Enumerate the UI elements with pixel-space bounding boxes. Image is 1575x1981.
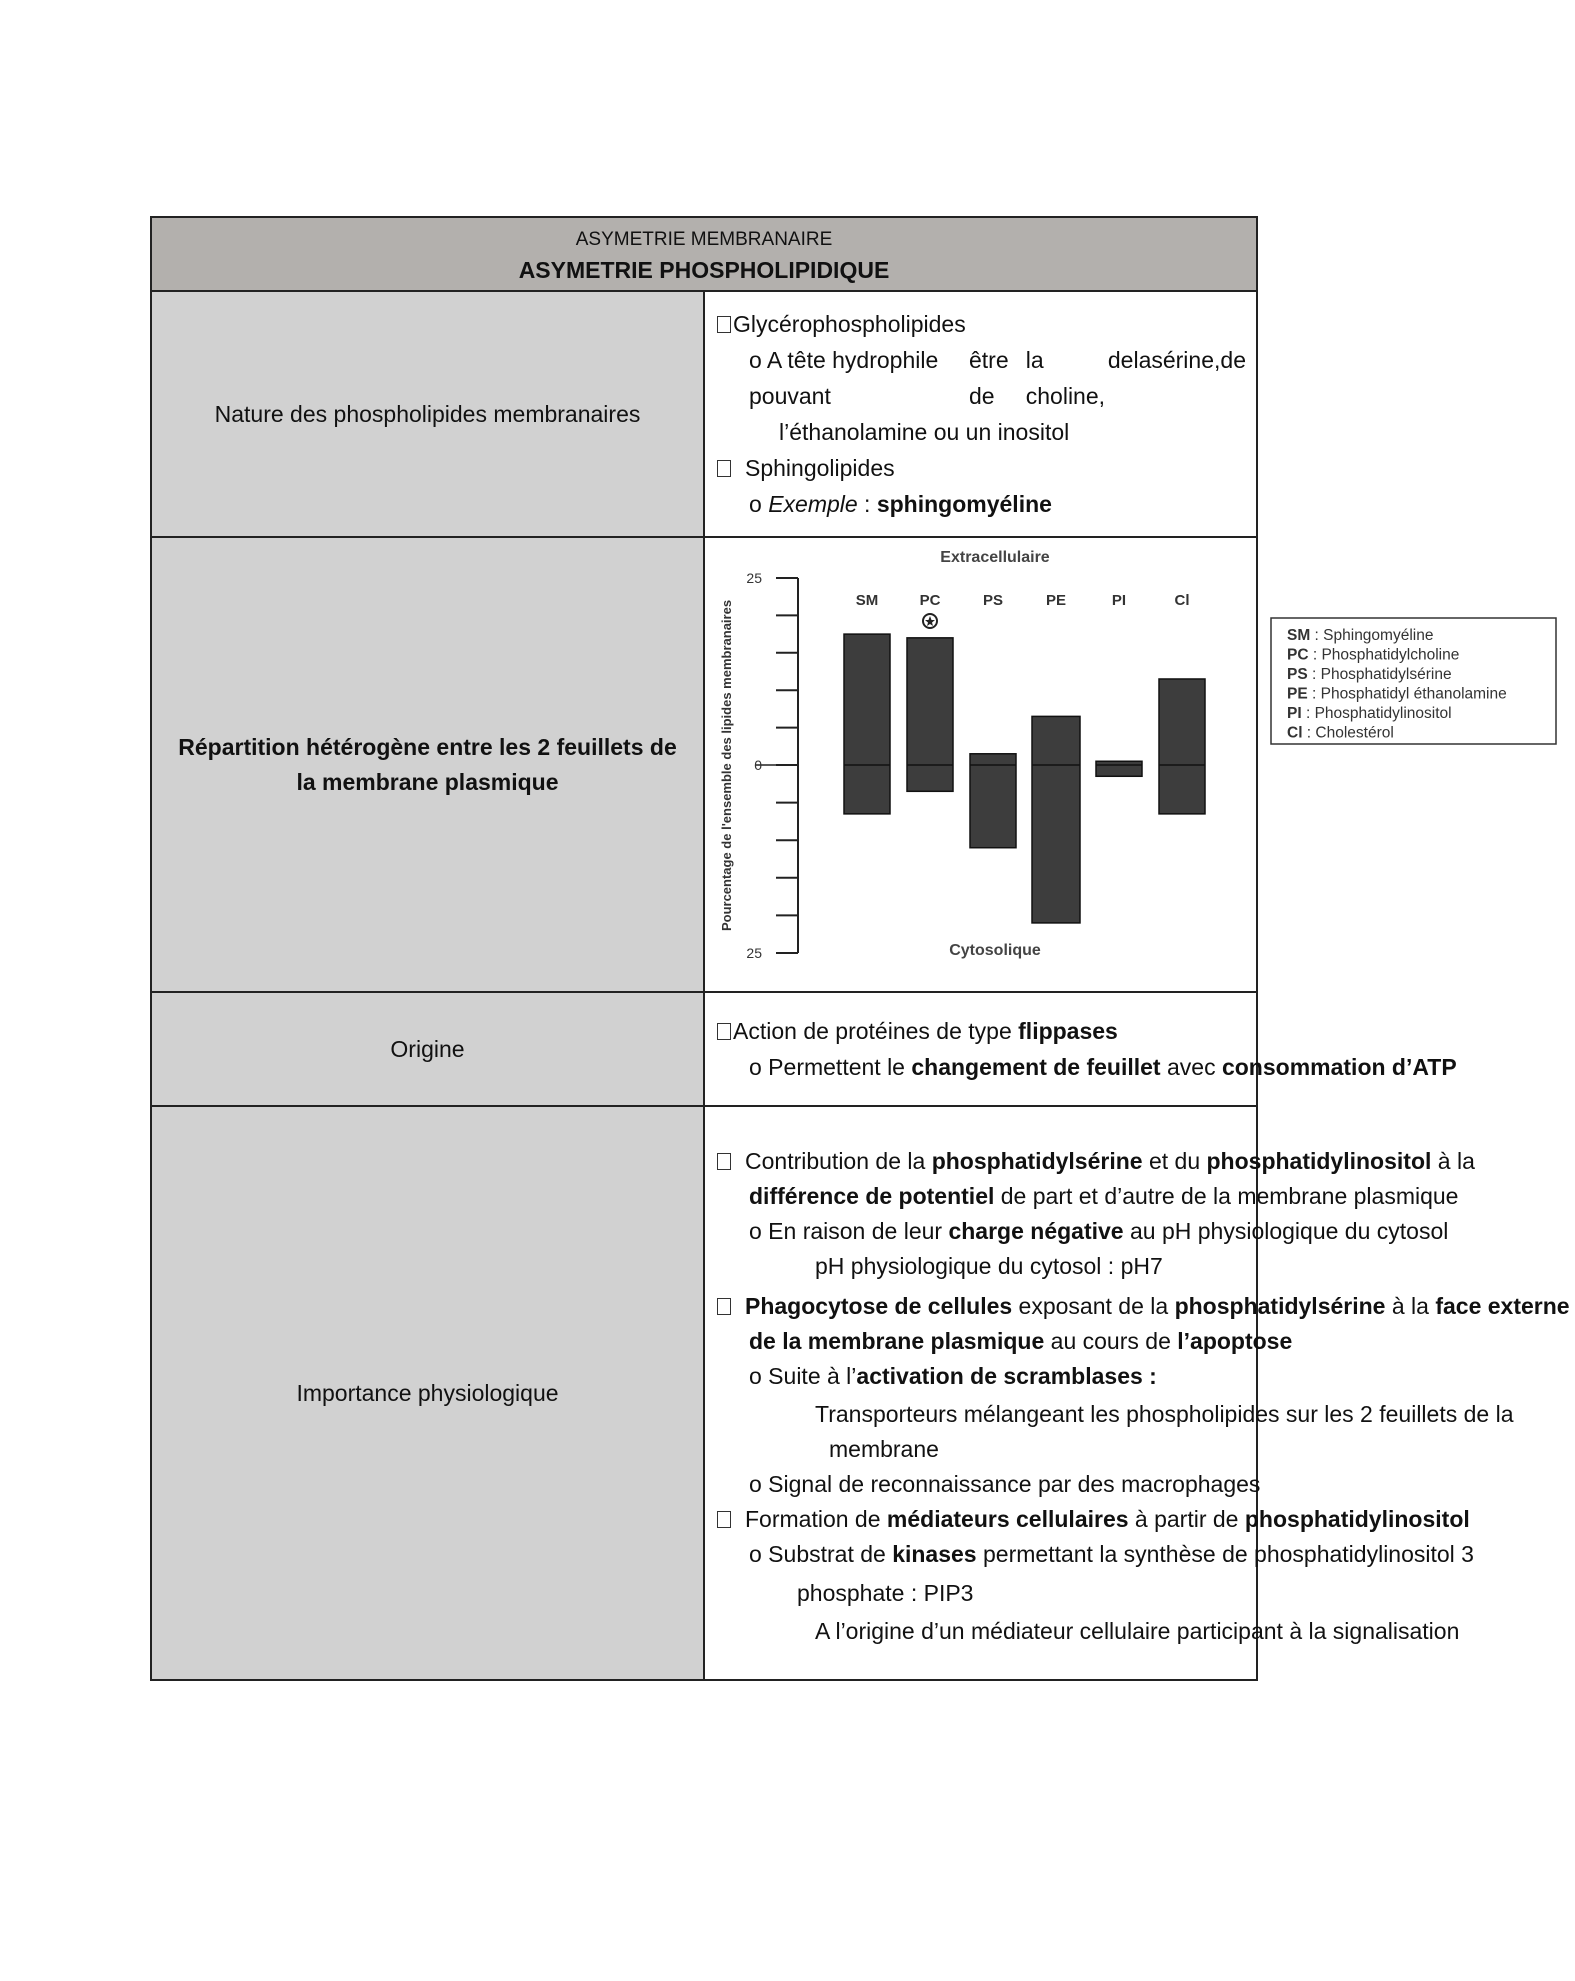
row-label-origine: Origine — [151, 992, 704, 1106]
category-label: SM — [855, 592, 879, 609]
legend-entry: Cl : Cholestérol — [1287, 724, 1394, 742]
bar-pc — [907, 638, 953, 791]
content-table — [150, 216, 1570, 1681]
bar-ps — [970, 754, 1016, 848]
header-title: ASYMETRIE PHOSPHOLIPIDIQUE — [518, 256, 890, 283]
list-item: Formation de médiateurs cellulaires à partir de phosphatidylinositol — [717, 1502, 1246, 1537]
list-item: o Suite à l’activation de scramblases : — [749, 1362, 1157, 1389]
list-item: l’éthanolamine ou un inositol — [779, 419, 1070, 445]
bar-cl — [1159, 679, 1205, 814]
list-item: Glycérophospholipides — [717, 306, 1246, 342]
legend-entry: PC : Phosphatidylcholine — [1287, 646, 1460, 664]
category-label: PS — [982, 592, 1004, 609]
category-label: PC — [919, 592, 941, 609]
chart-cell — [704, 537, 1507, 992]
list-item: o En raison de leur charge négative au pH physiologique du cytosol — [749, 1217, 1449, 1244]
legend-entry: SM : Sphingomyéline — [1287, 627, 1434, 644]
row-label-repartition: Répartition hétérogène entre les 2 feuillets de la membrane plasmique — [151, 537, 704, 992]
legend-entry: PS : Phosphatidylsérine — [1287, 666, 1452, 683]
category-label: PI — [1111, 592, 1127, 609]
lipid-distribution-chart — [705, 538, 1575, 986]
legend-entry: PE : Phosphatidyl éthanolamine — [1287, 685, 1507, 703]
row-label-importance: Importance physiologique — [151, 1106, 704, 1680]
list-item: membrane — [829, 1435, 939, 1462]
list-item: Sphingolipides — [717, 450, 1246, 486]
list-item: pH physiologique du cytosol : pH7 — [815, 1252, 1163, 1279]
category-label: Cl — [1174, 592, 1190, 609]
checkbox-icon — [717, 1298, 731, 1315]
table-header — [151, 217, 1257, 291]
y-axis-label: Pourcentage de l'ensemble des lipides membranaires — [719, 599, 734, 932]
list-item: différence de potentiel de part et d’autre de la membrane plasmique — [749, 1182, 1459, 1209]
checkbox-icon — [717, 1023, 731, 1040]
list-item: o Substrat de kinases permettant la synthèse de phosphatidylinositol 3 — [749, 1540, 1474, 1567]
category-label: PE — [1045, 592, 1067, 609]
list-item: Action de protéines de type flippases — [717, 1013, 1246, 1049]
y-tick-label: 25 — [746, 570, 762, 586]
row-content-nature — [704, 291, 1257, 537]
list-item: o A tête hydrophile pouvant être de la choline, de la sérine, de — [749, 347, 1246, 409]
cytosolic-label: Cytosolique — [949, 942, 1041, 959]
list-item: o Permettent le changement de feuillet avec consommation d’ATP — [749, 1054, 1457, 1080]
list-item: de la membrane plasmique au cours de l’apoptose — [749, 1327, 1293, 1354]
list-item: Transporteurs mélangeant les phospholipides sur les 2 feuillets de la — [815, 1400, 1514, 1427]
list-item: Contribution de la phosphatidylsérine et du phosphatidylinositol à la — [717, 1144, 1246, 1179]
row-content-importance — [704, 1106, 1570, 1680]
bar-sm — [844, 634, 890, 814]
list-item: o Exemple : sphingomyéline — [749, 491, 1052, 517]
extracellular-label: Extracellulaire — [940, 549, 1050, 566]
bar-pi — [1096, 761, 1142, 776]
legend-entry: PI : Phosphatidylinositol — [1287, 705, 1452, 722]
row-content-origine — [704, 992, 1457, 1106]
y-tick-label: 0 — [754, 757, 762, 773]
list-item: phosphate : PIP3 — [797, 1579, 974, 1606]
checkbox-icon — [717, 1511, 731, 1528]
bar-pe — [1032, 716, 1080, 923]
y-tick-label: 25 — [746, 945, 762, 961]
checkbox-icon — [717, 316, 731, 333]
list-item: o Signal de reconnaissance par des macrophages — [749, 1470, 1261, 1497]
header-subtitle: ASYMETRIE MEMBRANAIRE — [575, 228, 833, 250]
checkbox-icon — [717, 460, 731, 477]
row-label-nature: Nature des phospholipides membranaires — [151, 291, 704, 537]
list-item: Phagocytose de cellules exposant de la phosphatidylsérine à la face externe — [717, 1289, 1246, 1324]
checkbox-icon — [717, 1153, 731, 1170]
list-item: A l’origine d’un médiateur cellulaire participant à la signalisation — [815, 1617, 1460, 1644]
